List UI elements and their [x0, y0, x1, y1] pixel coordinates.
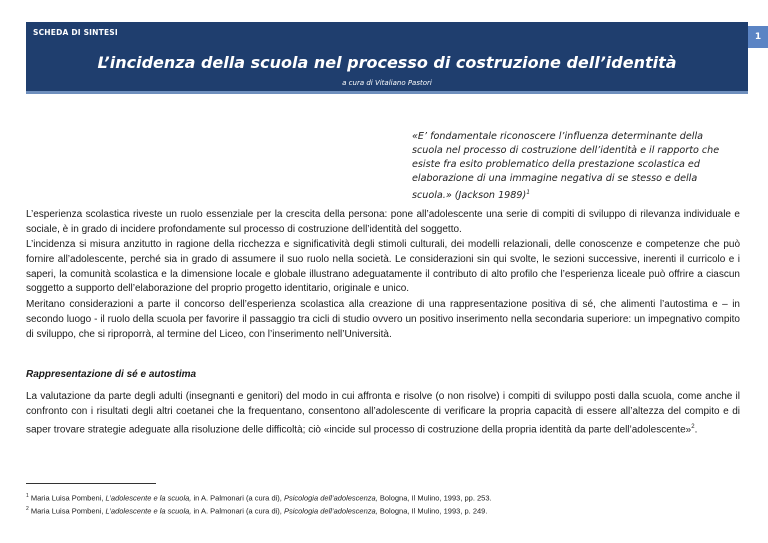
footnote-editor: in A. Palmonari (a cura di),	[191, 506, 284, 516]
quote-text: «E’ fondamentale riconoscere l’influenza determinante della scuola nel processo di costruzione dell’identità e il rapporto che esiste fra esito problematico della prestazione scolastica ed elaborazione di una immagine negativa di se stesso e della scuola.» (Jackson 1989)	[412, 131, 720, 202]
footnote-book: Psicologia dell’adolescenza,	[283, 506, 378, 516]
document-type-label: SCHEDA DI SINTESI	[33, 28, 118, 37]
document-author: a cura di Vitaliano Pastori	[342, 79, 432, 87]
epigraph-quote	[412, 130, 732, 203]
section-footnote-ref: 2	[691, 423, 695, 430]
footnote-author: Maria Luisa Pombeni,	[30, 506, 106, 516]
section-paragraph-text: La valutazione da parte degli adulti (insegnanti e genitori) del modo in cui affronta e risolve (o non risolve) i compiti di sviluppo posti dalla scuola, come anche il confronto con i risultati degli altri coetanei che la frequentano, consentono all’adolescente di verificare la propria capacità di essere all’altezza del compito e di saper trovare strategie adeguate alla risoluzione delle difficoltà; ciò «incide sul processo di costruzione della propria identità da parte dell’adolescente»	[26, 391, 740, 435]
footnote-work: L’adolescente e la scuola,	[105, 506, 192, 516]
document-title: L’incidenza della scuola nel processo di costruzione dell’identità	[97, 53, 677, 72]
footnotes	[26, 491, 740, 517]
quote-footnote-ref: 1	[526, 189, 531, 196]
paragraph-1: L’esperienza scolastica riveste un ruolo essenziale per la crescita della persona: pone all’adolescente una serie di compiti di sviluppo di rilevanza individuale e sociale, è in grado di incidere profondamente sul processo di costruzione dell’identità del soggetto.	[26, 209, 740, 235]
footnote-editor: in A. Palmonari (a cura di),	[191, 493, 284, 503]
footnote-book: Psicologia dell’adolescenza,	[283, 493, 378, 503]
footnote-author: Maria Luisa Pombeni,	[30, 493, 106, 503]
footnote-number: 2	[26, 506, 29, 512]
footnote-publisher: Bologna, Il Mulino, 1993, p. 249.	[377, 506, 488, 516]
section-paragraph-end: .	[694, 423, 698, 435]
paragraph-3: Meritano considerazioni a parte il concorso dell’esperienza scolastica alla creazione di una rappresentazione positiva di sé, che alimenti l’autostima e – in secondo luogo - il ruolo della scuola per favorire il passaggio tra cicli di studio ovvero un positivo inserimento nella secondaria superiore: un impegnativo compito di sviluppo, che si riproporrà, al termine del Liceo, con l’inserimento nell’Università.	[26, 299, 740, 340]
footnote-2	[26, 504, 740, 517]
paragraph-2: L’incidenza si misura anzitutto in ragione della ricchezza e significatività degli stimoli culturali, dei modelli relazionali, delle conoscenze e competenze che può fornire all’adolescente, perché sia in grado di assumere il suo ruolo nella società. Le considerazioni sin qui svolte, le sezioni successive, inerenti il curricolo e i saperi, la comunità scolastica e la dimensione locale e globale illustrano adeguatamente il contributo di alto profilo che l’esperienza liceale può offrire a ciascun soggetto a supporto dell’elaborazione del proprio progetto identitario, originale e unico.	[26, 239, 740, 295]
section-heading: Rappresentazione di sé e autostima	[26, 369, 197, 380]
section-paragraph	[26, 390, 740, 438]
page-number-tab: 1	[748, 26, 768, 48]
document-header	[26, 22, 748, 94]
footnote-number: 1	[26, 493, 29, 499]
footnote-work: L’adolescente e la scuola,	[105, 493, 192, 503]
footnote-publisher: Bologna, Il Mulino, 1993, pp. 253.	[377, 493, 492, 503]
footnote-1	[26, 491, 740, 504]
footnote-divider	[26, 483, 156, 484]
